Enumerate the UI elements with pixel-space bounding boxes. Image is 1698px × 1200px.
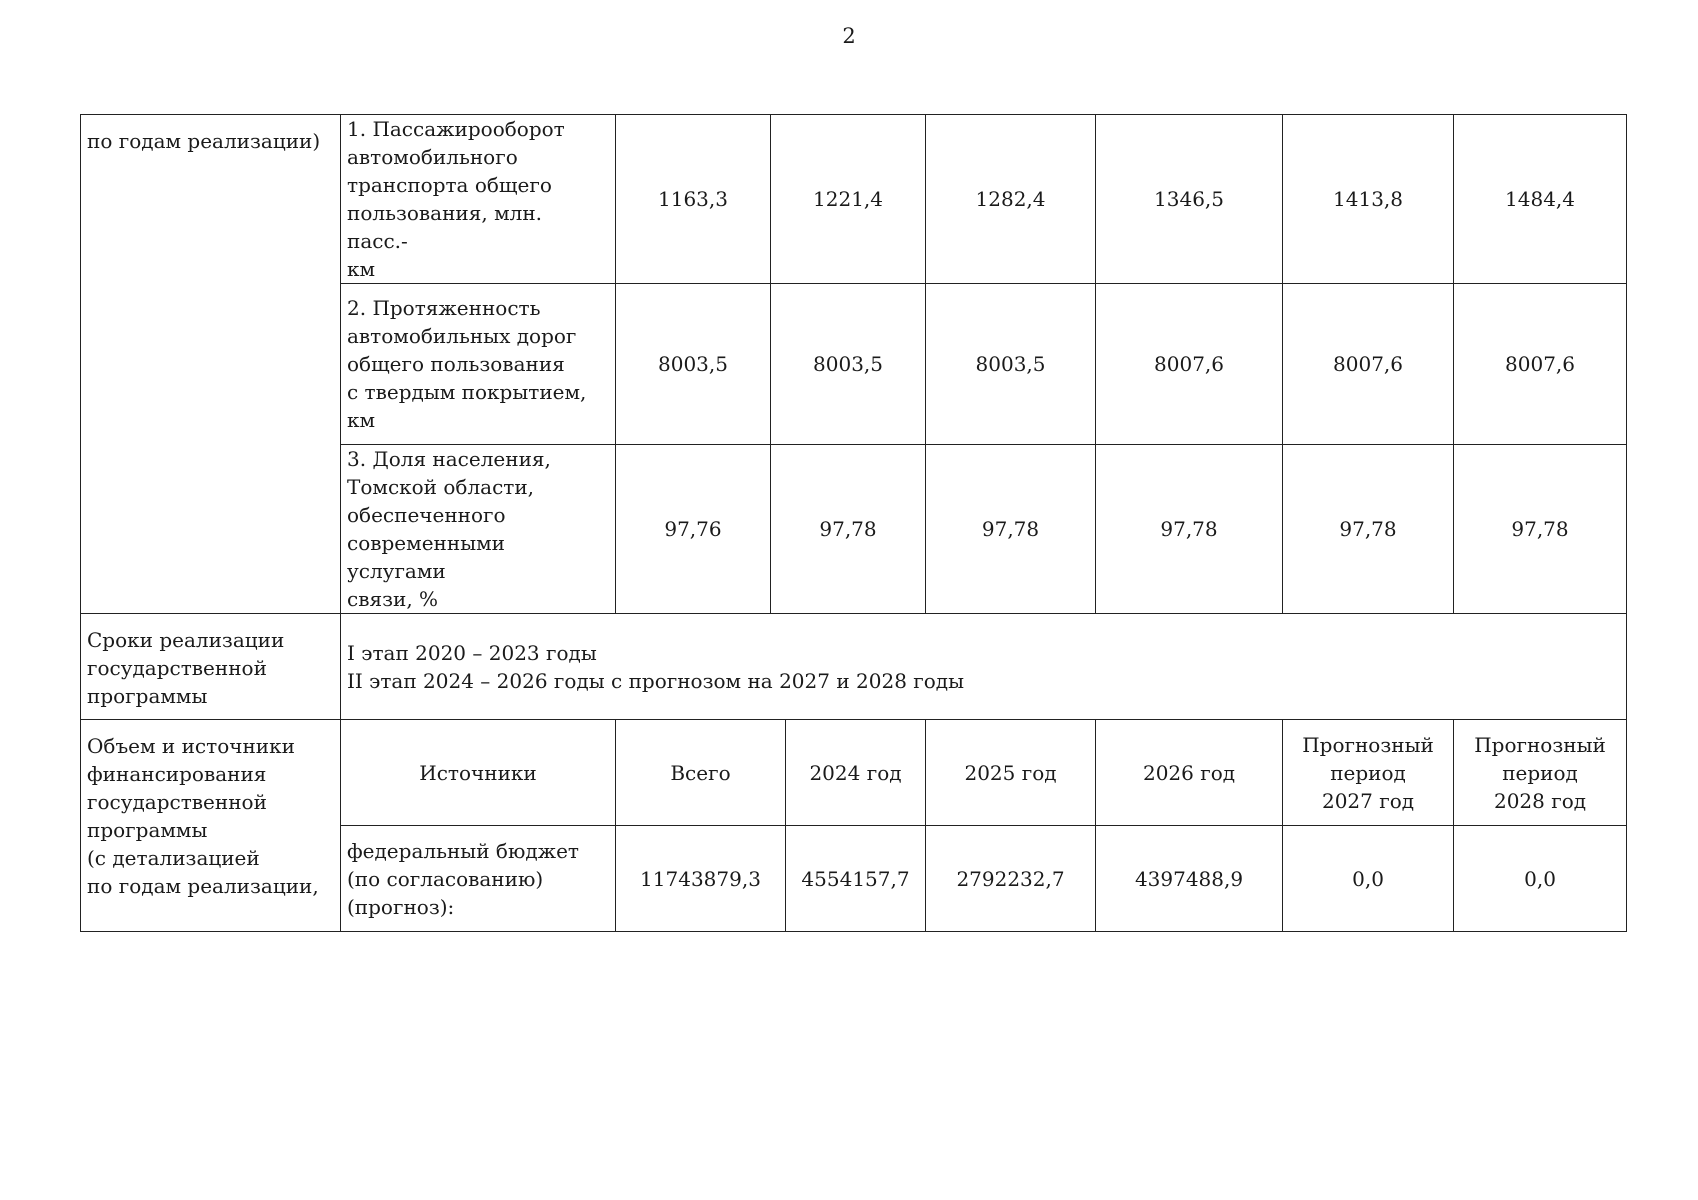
indicator-value: 97,78 (1454, 445, 1627, 614)
indicator-value: 8003,5 (771, 284, 926, 445)
financing-value-2028: 0,0 (1454, 826, 1627, 932)
financing-value-2025: 2792232,7 (926, 826, 1096, 932)
indicator-value: 1484,4 (1454, 115, 1627, 284)
indicator-value: 8003,5 (926, 284, 1096, 445)
financing-header-sources: Источники (341, 720, 616, 826)
indicator-name: 1. Пассажирооборот автомобильного транспорта общего пользования, млн. пасс.- км (341, 115, 616, 284)
financing-value-total: 11743879,3 (616, 826, 786, 932)
financing-value-2024: 4554157,7 (786, 826, 926, 932)
indicator-value: 1346,5 (1096, 115, 1283, 284)
financing-header-2026: 2026 год (1096, 720, 1283, 826)
terms-row (81, 614, 1627, 720)
indicators-section-label: по годам реализации) (81, 115, 341, 614)
indicator-value: 1163,3 (616, 115, 771, 284)
financing-header-2025: 2025 год (926, 720, 1096, 826)
financing-header-total: Всего (616, 720, 786, 826)
indicator-value: 97,78 (771, 445, 926, 614)
program-passport-table (80, 114, 1627, 932)
indicator-name: 2. Протяженность автомобильных дорог общего пользования с твердым покрытием, км (341, 284, 616, 445)
financing-header-2027: Прогнозный период 2027 год (1283, 720, 1454, 826)
financing-value-2027: 0,0 (1283, 826, 1454, 932)
indicator-value: 97,78 (1283, 445, 1454, 614)
terms-label: Сроки реализации государственной программы (81, 614, 341, 720)
indicator-value: 97,76 (616, 445, 771, 614)
financing-label: Объем и источники финансирования государственной программы (с детализацией по годам реализации, (81, 720, 341, 932)
financing-header-2028: Прогнозный период 2028 год (1454, 720, 1627, 826)
indicator-value: 1413,8 (1283, 115, 1454, 284)
financing-source: федеральный бюджет (по согласованию) (прогноз): (341, 826, 616, 932)
financing-header-2024: 2024 год (786, 720, 926, 826)
indicator-value: 8007,6 (1454, 284, 1627, 445)
page-number: 2 (842, 24, 856, 48)
indicator-value: 97,78 (926, 445, 1096, 614)
indicator-value: 8007,6 (1096, 284, 1283, 445)
financing-value-2026: 4397488,9 (1096, 826, 1283, 932)
indicator-value: 1221,4 (771, 115, 926, 284)
indicator-value: 1282,4 (926, 115, 1096, 284)
indicator-value: 8003,5 (616, 284, 771, 445)
indicator-value: 8007,6 (1283, 284, 1454, 445)
financing-header-row (81, 720, 1627, 826)
terms-text: I этап 2020 – 2023 годы II этап 2024 – 2026 годы с прогнозом на 2027 и 2028 годы (341, 614, 1627, 720)
indicator-name: 3. Доля населения, Томской области, обеспеченного современными услугами связи, % (341, 445, 616, 614)
indicator-value: 97,78 (1096, 445, 1283, 614)
indicator-row (81, 115, 1627, 284)
